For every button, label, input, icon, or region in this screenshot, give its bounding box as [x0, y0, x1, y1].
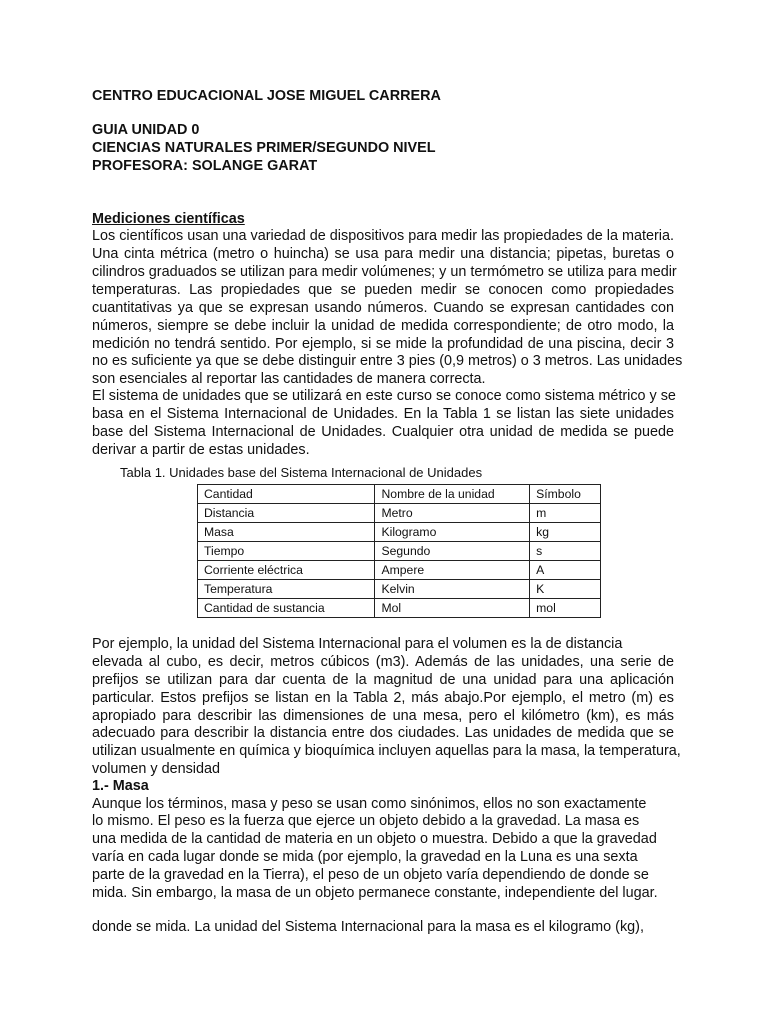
- paragraph-line: volumen y densidad: [92, 761, 220, 777]
- table-row: [198, 599, 601, 618]
- paragraph-line: Por ejemplo, la unidad del Sistema Internacional para el volumen es la de distancia: [92, 636, 623, 652]
- paragraph-line: utilizan usualmente en química y bioquímica incluyen aquellas para la masa, la temperatura,: [92, 743, 681, 759]
- paragraph-line: apropiado para describir las dimensiones de una mesa, pero el kilómetro (km), es más: [92, 708, 674, 724]
- table-cell: Temperatura: [198, 580, 375, 599]
- table-row: [198, 561, 601, 580]
- table-cell: Kelvin: [375, 580, 530, 599]
- paragraph-line: varía en cada lugar donde se mida (por ejemplo, la gravedad en la Luna es una sexta: [92, 849, 638, 865]
- section-title-text: Mediciones científicas: [92, 211, 245, 227]
- units-table: [197, 484, 601, 618]
- table-cell: Ampere: [375, 561, 530, 580]
- table-cell: Mol: [375, 599, 530, 618]
- table-cell: K: [530, 580, 601, 599]
- table-row: [198, 523, 601, 542]
- table-cell: Kilogramo: [375, 523, 530, 542]
- paragraph-line: basa en el Sistema Internacional de Unidades. En la Tabla 1 se listan las siete unidades: [92, 406, 674, 422]
- table-header-cell: Cantidad: [198, 485, 375, 504]
- paragraph-line: cuantitativas ya que se expresan usando números. Cuando se expresan cantidades con: [92, 300, 674, 316]
- section-title-mediciones: [92, 210, 674, 228]
- paragraph-line: Los científicos usan una variedad de dispositivos para medir las propiedades de la materia.: [92, 228, 674, 244]
- paragraph-line: cilindros graduados se utilizan para medir volúmenes; y un termómetro se utiliza para medir: [92, 264, 677, 280]
- table-cell: Corriente eléctrica: [198, 561, 375, 580]
- teacher-name: PROFESORA: SOLANGE GARAT: [92, 158, 318, 174]
- paragraph-line: particular. Estos prefijos se listan en la Tabla 2, más abajo.Por ejemplo, el metro (m) es: [92, 690, 674, 706]
- paragraph-line: números, siempre se debe incluir la unidad de medida correspondiente; de otro modo, la: [92, 318, 674, 334]
- guide-title: GUIA UNIDAD 0: [92, 122, 200, 138]
- paragraph-line: base del Sistema Internacional de Unidades. Cualquier otra unidad de medida se puede: [92, 424, 674, 440]
- table-cell: Tiempo: [198, 542, 375, 561]
- table-cell: mol: [530, 599, 601, 618]
- table-cell: Segundo: [375, 542, 530, 561]
- paragraph-line: Una cinta métrica (metro o huincha) se usa para medir una distancia; pipetas, buretas o: [92, 246, 674, 262]
- paragraph-line: adecuado para describir la distancia entre dos ciudades. Las unidades de medida que se: [92, 725, 674, 741]
- paragraph-line: lo mismo. El peso es la fuerza que ejerce un objeto debido a la gravedad. La masa es: [92, 813, 640, 829]
- table-cell: Metro: [375, 504, 530, 523]
- school-name: CENTRO EDUCACIONAL JOSE MIGUEL CARRERA: [92, 88, 441, 104]
- paragraph-line: son esenciales al reportar las cantidades de manera correcta.: [92, 371, 486, 387]
- table-header-cell: Nombre de la unidad: [375, 485, 530, 504]
- table-header-cell: Símbolo: [530, 485, 601, 504]
- paragraph-line: Aunque los términos, masa y peso se usan como sinónimos, ellos no son exactamente: [92, 796, 647, 812]
- table-row: [198, 580, 601, 599]
- paragraph-line: una medida de la cantidad de materia en un objeto o muestra. Debido a que la gravedad: [92, 831, 657, 847]
- table-cell: A: [530, 561, 601, 580]
- paragraph-line: prefijos se utilizan para dar cuenta de la magnitud de una unidad para una aplicación: [92, 672, 674, 688]
- table-cell: s: [530, 542, 601, 561]
- table-cell: m: [530, 504, 601, 523]
- paragraph-line: no es suficiente ya que se debe distinguir entre 3 pies (0,9 metros) o 3 metros. Las unidades: [92, 353, 683, 369]
- table-header-row: [198, 485, 601, 504]
- paragraph-line: El sistema de unidades que se utilizará en este curso se conoce como sistema métrico y se: [92, 388, 676, 404]
- table-row: [198, 504, 601, 523]
- paragraph-line: medición no tendrá sentido. Por ejemplo, si se mide la profundidad de una piscina, decir 3: [92, 336, 674, 352]
- section-title-masa: 1.- Masa: [92, 778, 149, 794]
- paragraph-line: temperaturas. Las propiedades que se pueden medir se conocen como propiedades: [92, 282, 674, 298]
- table-cell: Masa: [198, 523, 375, 542]
- paragraph-line: parte de la gravedad en la Tierra), el peso de un objeto varía dependiendo de donde se: [92, 867, 649, 883]
- course-title: CIENCIAS NATURALES PRIMER/SEGUNDO NIVEL: [92, 140, 436, 156]
- table-cell: Cantidad de sustancia: [198, 599, 375, 618]
- table-row: [198, 542, 601, 561]
- paragraph-line: elevada al cubo, es decir, metros cúbicos (m3). Además de las unidades, una serie de: [92, 654, 674, 670]
- table-caption: Tabla 1. Unidades base del Sistema Internacional de Unidades: [120, 465, 483, 480]
- paragraph-line: derivar a partir de estas unidades.: [92, 442, 310, 458]
- table-cell: kg: [530, 523, 601, 542]
- paragraph-line: mida. Sin embargo, la masa de un objeto permanece constante, independiente del lugar.: [92, 885, 658, 901]
- table-cell: Distancia: [198, 504, 375, 523]
- paragraph-line: donde se mida. La unidad del Sistema Internacional para la masa es el kilogramo (kg),: [92, 919, 644, 935]
